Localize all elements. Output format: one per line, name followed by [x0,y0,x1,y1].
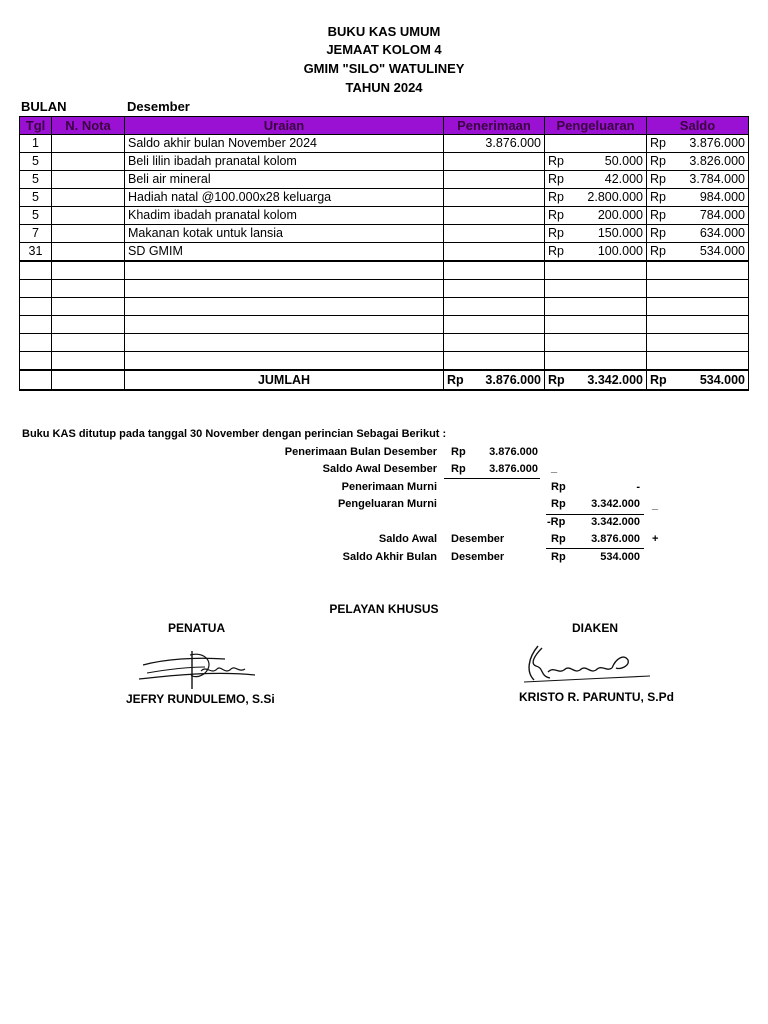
cell-saldo-currency: Rp [650,172,666,186]
ledger-empty-row [20,334,749,352]
cell-uraian: Hadiah natal @100.000x28 keluarga [125,189,444,207]
cell-saldo [647,135,749,153]
pengeluaran-murni-value: 3.342.000 [591,498,640,510]
cell-tgl: 7 [20,225,52,243]
empty-cell [545,352,647,371]
total-empty-cell [52,370,125,390]
right-signature-image [520,640,655,688]
empty-cell [545,316,647,334]
cell-penerimaan [444,207,545,225]
empty-cell [20,352,52,371]
penerimaan-murni-label: Penerimaan Murni [341,481,437,493]
saldo-awal-rp: Rp [451,463,466,475]
ledger-empty-row [20,298,749,316]
cell-penerimaan [444,225,545,243]
total-saldo-amount: 534.000 [699,372,745,387]
cell-pengeluaran [545,135,647,153]
total-penerimaan-currency: Rp [447,372,464,387]
cell-saldo [647,153,749,171]
summary-underline-2 [546,514,644,515]
right-signer-name: KRISTO R. PARUNTU, S.Pd [519,690,674,704]
cell-saldo [647,207,749,225]
header-line-4: TAHUN 2024 [345,80,423,95]
cell-pengeluaran-amount: 100.000 [597,244,643,258]
empty-cell [444,280,545,298]
ledger-row [20,153,749,171]
cell-pengeluaran-currency: Rp [548,172,564,186]
saldo-akhir-rp: Rp [551,551,566,563]
cell-pengeluaran [545,207,647,225]
ledger-row [20,225,749,243]
cell-saldo-currency: Rp [650,154,666,168]
ledger-row [20,207,749,225]
cell-uraian: SD GMIM [125,243,444,262]
total-saldo [647,370,749,390]
empty-cell [125,261,444,280]
cell-pengeluaran [545,243,647,262]
ledger-empty-row [20,261,749,280]
empty-cell [52,352,125,371]
minus-sign-1: _ [551,462,558,474]
cell-pengeluaran-currency: Rp [548,154,564,168]
summary-underline-3 [546,548,644,549]
cell-pengeluaran [545,153,647,171]
saldo-awal-2-label: Saldo Awal [378,533,437,545]
cell-nota [52,135,125,153]
empty-cell [52,334,125,352]
cell-saldo-amount: 984.000 [699,190,745,204]
cell-saldo-currency: Rp [650,244,666,258]
ledger-table [19,116,749,391]
month-label: BULAN [21,99,67,114]
pengeluaran-murni-label: Pengeluaran Murni [337,498,437,510]
cell-tgl: 5 [20,189,52,207]
saldo-akhir-label: Saldo Akhir Bulan [342,551,437,563]
cell-tgl: 5 [20,153,52,171]
empty-cell [20,298,52,316]
signature-heading: PELAYAN KHUSUS [329,602,439,616]
cell-saldo [647,189,749,207]
summary-intro: Buku KAS ditutup pada tanggal 30 November dengan perincian Sebagai Berikut : [22,428,447,440]
empty-cell [444,316,545,334]
empty-cell [52,298,125,316]
empty-cell [20,280,52,298]
empty-cell [20,261,52,280]
cell-nota [52,207,125,225]
empty-cell [20,316,52,334]
ledger-empty-row [20,316,749,334]
negative-rp: -Rp [547,516,566,528]
col-header-saldo: Saldo [647,117,749,135]
saldo-awal-2-month: Desember [451,533,505,545]
saldo-awal-label: Saldo Awal Desember [322,463,437,475]
empty-cell [52,280,125,298]
empty-cell [545,298,647,316]
total-penerimaan-amount: 3.876.000 [485,372,541,387]
cell-penerimaan [444,171,545,189]
minus-sign-2: _ [652,499,659,511]
cell-nota [52,189,125,207]
empty-cell [125,298,444,316]
cell-pengeluaran-currency: Rp [548,226,564,240]
negative-value: 3.342.000 [591,516,640,528]
empty-cell [545,261,647,280]
empty-cell [125,280,444,298]
cell-saldo-amount: 3.876.000 [689,136,745,150]
empty-cell [647,261,749,280]
cell-tgl: 31 [20,243,52,262]
cell-nota [52,225,125,243]
empty-cell [125,352,444,371]
cell-tgl: 5 [20,207,52,225]
cell-pengeluaran-amount: 2.800.000 [587,190,643,204]
total-pengeluaran-currency: Rp [548,372,565,387]
empty-cell [647,334,749,352]
empty-cell [444,261,545,280]
total-saldo-currency: Rp [650,372,667,387]
header-line-2: JEMAAT KOLOM 4 [326,42,442,57]
cell-pengeluaran-amount: 50.000 [604,154,643,168]
col-header-penerimaan: Penerimaan [444,117,545,135]
empty-cell [545,280,647,298]
col-header-uraian: Uraian [125,117,444,135]
saldo-awal-2-rp: Rp [551,533,566,545]
cell-pengeluaran-amount: 200.000 [597,208,643,222]
cell-saldo-amount: 534.000 [699,244,745,258]
left-signature-image [135,645,260,693]
month-value: Desember [127,99,190,114]
ledger-header-row [20,117,749,135]
summary-underline-1 [444,478,540,479]
cell-penerimaan [444,153,545,171]
ledger-row [20,243,749,262]
saldo-awal-2-value: 3.876.000 [591,533,640,545]
col-header-tgl: Tgl [20,117,52,135]
cell-saldo-currency: Rp [650,226,666,240]
penerimaan-murni-value: - [636,481,640,493]
cell-tgl: 5 [20,171,52,189]
penerimaan-bulan-value: 3.876.000 [489,446,538,458]
cell-saldo-currency: Rp [650,136,666,150]
cell-penerimaan-amount: 3.876.000 [485,136,541,150]
left-signer-title: PENATUA [168,621,226,635]
cell-penerimaan [444,189,545,207]
total-empty-cell [20,370,52,390]
empty-cell [20,334,52,352]
cell-penerimaan [444,135,545,153]
cell-uraian: Makanan kotak untuk lansia [125,225,444,243]
total-pengeluaran [545,370,647,390]
ledger-row [20,135,749,153]
cell-pengeluaran-amount: 150.000 [597,226,643,240]
right-signer-title: DIAKEN [572,621,619,635]
cell-nota [52,243,125,262]
empty-cell [125,334,444,352]
penerimaan-bulan-rp: Rp [451,446,466,458]
plus-sign: + [652,533,659,545]
saldo-akhir-value: 534.000 [600,551,640,563]
penerimaan-murni-rp: Rp [551,481,566,493]
cell-pengeluaran [545,225,647,243]
left-signer-name: JEFRY RUNDULEMO, S.Si [126,692,275,706]
ledger-empty-row [20,280,749,298]
header-line-3: GMIM "SILO" WATULINEY [303,61,465,76]
cell-pengeluaran-currency: Rp [548,190,564,204]
cell-saldo-amount: 634.000 [699,226,745,240]
cell-nota [52,171,125,189]
empty-cell [647,316,749,334]
cell-saldo [647,171,749,189]
empty-cell [52,316,125,334]
total-pengeluaran-amount: 3.342.000 [587,372,643,387]
cell-saldo-amount: 784.000 [699,208,745,222]
cell-pengeluaran-currency: Rp [548,244,564,258]
header-line-1: BUKU KAS UMUM [327,24,441,39]
empty-cell [125,316,444,334]
ledger-empty-row [20,352,749,371]
cell-saldo [647,225,749,243]
empty-cell [545,334,647,352]
empty-cell [647,280,749,298]
cell-pengeluaran [545,189,647,207]
col-header-pengeluaran: Pengeluaran [545,117,647,135]
ledger-total-row [20,370,749,390]
total-label: JUMLAH [125,370,444,390]
empty-cell [444,298,545,316]
empty-cell [647,352,749,371]
empty-cell [52,261,125,280]
total-penerimaan [444,370,545,390]
cell-uraian: Beli lilin ibadah pranatal kolom [125,153,444,171]
empty-cell [444,352,545,371]
saldo-akhir-month: Desember [451,551,505,563]
cell-nota [52,153,125,171]
cell-uraian: Khadim ibadah pranatal kolom [125,207,444,225]
cell-saldo-currency: Rp [650,208,666,222]
cell-tgl: 1 [20,135,52,153]
cell-pengeluaran [545,171,647,189]
empty-cell [647,298,749,316]
penerimaan-bulan-label: Penerimaan Bulan Desember [284,446,437,458]
ledger-row [20,189,749,207]
col-header-nota: N. Nota [52,117,125,135]
cell-uraian: Beli air mineral [125,171,444,189]
cell-penerimaan [444,243,545,262]
cell-pengeluaran-currency: Rp [548,208,564,222]
cell-saldo [647,243,749,262]
saldo-awal-value: 3.876.000 [489,463,538,475]
cell-saldo-amount: 3.826.000 [689,154,745,168]
empty-cell [444,334,545,352]
cell-saldo-currency: Rp [650,190,666,204]
cell-saldo-amount: 3.784.000 [689,172,745,186]
pengeluaran-murni-rp: Rp [551,498,566,510]
cell-uraian: Saldo akhir bulan November 2024 [125,135,444,153]
ledger-row [20,171,749,189]
cell-pengeluaran-amount: 42.000 [604,172,643,186]
